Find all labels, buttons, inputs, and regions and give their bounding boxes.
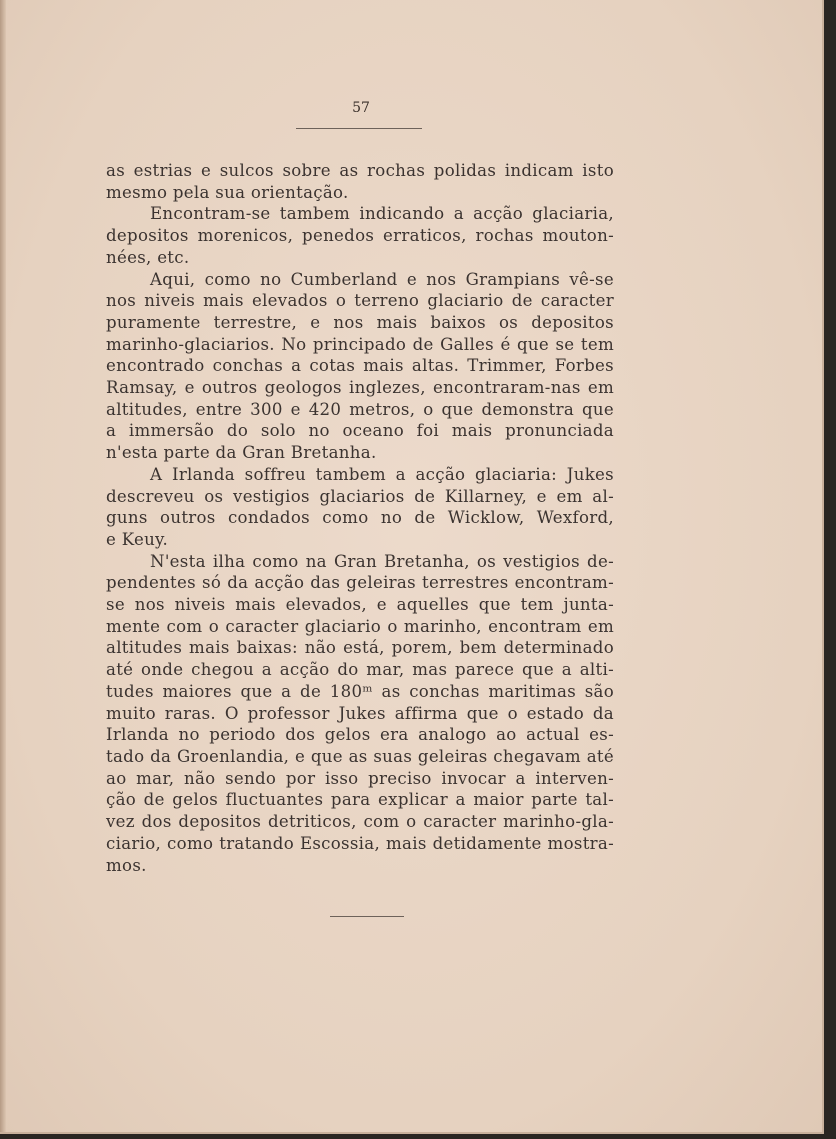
text-line: Aqui, como no Cumberland e nos Grampians vê-se bbox=[150, 269, 614, 289]
text-line: altitudes, entre 300 e 420 metros, o que demonstra que bbox=[106, 399, 614, 419]
body-text bbox=[106, 160, 614, 876]
text-line: mesmo pela sua orientação. bbox=[106, 182, 349, 202]
page-left-edge bbox=[0, 0, 6, 1132]
text-line: marinho-glaciarios. No principado de Galles é que se tem bbox=[106, 334, 614, 354]
text-line: se nos niveis mais elevados, e aquelles que tem junta- bbox=[106, 595, 614, 615]
text-line: mos. bbox=[106, 855, 147, 875]
text-line: N'esta ilha como na Gran Bretanha, os vestigios de- bbox=[150, 551, 614, 571]
text-line: A Irlanda soffreu tambem a acção glaciaria: Jukes bbox=[150, 464, 614, 484]
text-line: tudes maiores que a de 180ᵐ as conchas maritimas são bbox=[106, 681, 614, 701]
text-line: ção de gelos fluctuantes para explicar a maior parte tal- bbox=[106, 790, 614, 810]
text-line: até onde chegou a acção do mar, mas parece que a alti- bbox=[106, 660, 614, 680]
text-line: tado da Groenlandia, e que as suas geleiras chegavam até bbox=[106, 746, 614, 766]
text-line: Ramsay, e outros geologos inglezes, encontraram-nas em bbox=[106, 378, 614, 398]
text-line: altitudes mais baixas: não está, porem, bem determinado bbox=[106, 638, 614, 658]
text-line: ciario, como tratando Escossia, mais detidamente mostra- bbox=[106, 833, 614, 853]
text-line: Irlanda no periodo dos gelos era analogo ao actual es- bbox=[106, 725, 614, 745]
text-line: as estrias e sulcos sobre as rochas polidas indicam isto bbox=[106, 161, 614, 180]
header-rule bbox=[296, 128, 422, 129]
text-line: depositos morenicos, penedos erraticos, rochas mouton- bbox=[106, 226, 614, 246]
text-line: Encontram-se tambem indicando a acção glaciaria, bbox=[150, 204, 614, 224]
text-line: puramente terrestre, e nos mais baixos os depositos bbox=[106, 312, 614, 332]
text-line: pendentes só da acção das geleiras terrestres encontram- bbox=[106, 573, 614, 593]
text-line: guns outros condados como no de Wicklow, Wexford, bbox=[106, 508, 614, 528]
text-line: encontrado conchas a cotas mais altas. Trimmer, Forbes bbox=[106, 356, 614, 376]
text-line: n'esta parte da Gran Bretanha. bbox=[106, 443, 377, 463]
text-line: e Keuy. bbox=[106, 529, 169, 549]
text-line: nos niveis mais elevados o terreno glaciario de caracter bbox=[106, 291, 614, 311]
page-number: 57 bbox=[352, 100, 370, 116]
text-line: vez dos depositos detriticos, com o caracter marinho-gla- bbox=[106, 812, 614, 832]
text-line: muito raras. O professor Jukes affirma que o estado da bbox=[106, 703, 614, 723]
text-line: a immersão do solo no oceano foi mais pronunciada bbox=[106, 421, 614, 441]
text-line: mente com o caracter glaciario o marinho, encontram em bbox=[106, 616, 614, 636]
footer-rule bbox=[330, 916, 404, 917]
text-line: nées, etc. bbox=[106, 247, 190, 267]
text-line: ao mar, não sendo por isso preciso invocar a interven- bbox=[106, 768, 614, 788]
text-line: descreveu os vestigios glaciarios de Killarney, e em al- bbox=[106, 486, 614, 506]
